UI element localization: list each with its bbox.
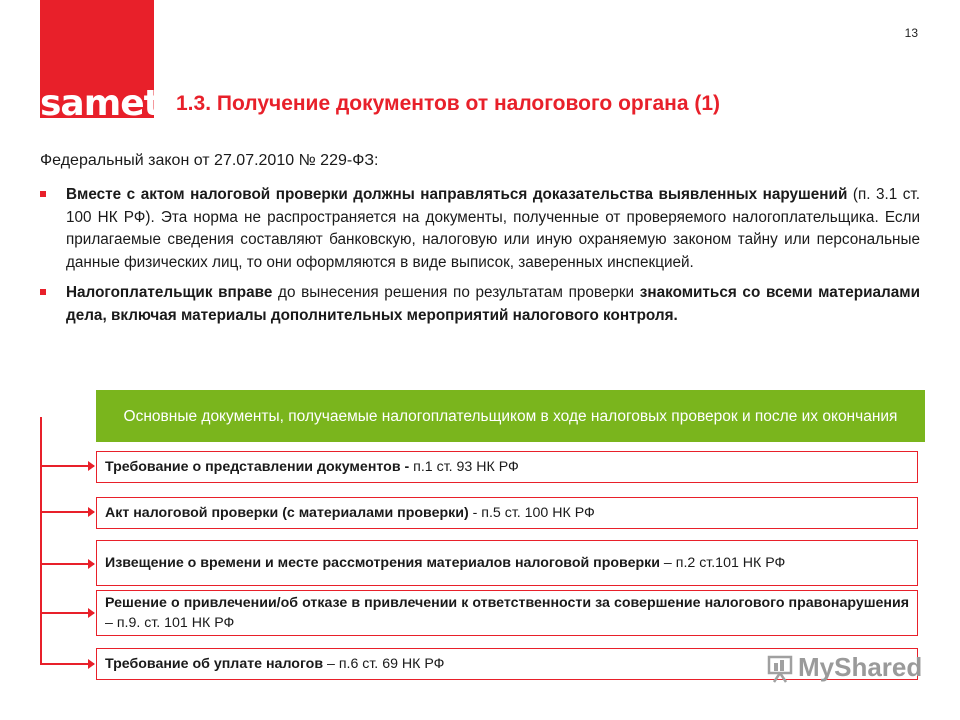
- bullet-item-evidence: [40, 184, 920, 274]
- connector-arrow: [40, 511, 94, 513]
- connector-arrow: [40, 465, 94, 467]
- document-reference: – п.9. ст. 101 НК РФ: [105, 615, 235, 631]
- bullet-text: (п. 3.1 ст. 100 НК РФ). Эта норма не распространяется на документы, полученные от проверяемого налогоплательщика. Если прилагаемые сведения составляют банковскую, налоговую или иную охраняемую законом тайну или персональные данные физических лиц, то они оформляются в виде выписок, заверенных инспекцией.: [66, 186, 920, 271]
- bullet-bold-text: Налогоплательщик вправе: [66, 284, 273, 301]
- document-title: Требование о представлении документов -: [105, 459, 410, 475]
- document-box-act: [96, 497, 918, 529]
- document-box-notice: [96, 540, 918, 586]
- document-reference: – п.6 ст. 69 НК РФ: [323, 656, 445, 672]
- bullet-square-icon: [40, 191, 46, 197]
- page-number: 13: [904, 26, 918, 40]
- logo-text: sameta: [40, 83, 184, 124]
- document-title: Решение о привлечении/об отказе в привлечении к ответственности за совершение налогового правонарушения: [105, 595, 909, 611]
- watermark: [766, 652, 922, 683]
- presentation-icon: [766, 653, 794, 683]
- diagram-header-text: Основные документы, получаемые налогоплательщиком в ходе налоговых проверок и после их окончания: [123, 407, 898, 425]
- document-title: Требование об уплате налогов: [105, 656, 324, 672]
- document-box-decision: [96, 590, 918, 636]
- bullet-bold-text: знакомиться со всеми материалами дела, включая материалы дополнительных мероприятий налогового контроля.: [66, 284, 920, 324]
- document-title: Извещение о времени и месте рассмотрения материалов налоговой проверки: [105, 555, 660, 571]
- logo-block: [40, 0, 184, 124]
- document-box-request: [96, 451, 918, 483]
- document-title: Акт налоговой проверки (с материалами проверки): [105, 505, 469, 521]
- document-reference: - п.5 ст. 100 НК РФ: [468, 505, 595, 521]
- bullet-list: [40, 184, 920, 335]
- law-heading: Федеральный закон от 27.07.2010 № 229-ФЗ:: [40, 152, 379, 169]
- bullet-square-icon: [40, 289, 46, 295]
- document-reference: – п.2 ст.101 НК РФ: [659, 555, 786, 571]
- connector-arrow: [40, 612, 94, 614]
- diagram-header: [96, 390, 925, 442]
- diagram-bracket-line: [40, 417, 42, 665]
- watermark-text: MyShared: [798, 652, 923, 682]
- bullet-text: до вынесения решения по результатам проверки: [272, 284, 640, 301]
- bullet-bold-text: Вместе с актом налоговой проверки должны направляться доказательства выявленных нарушений: [66, 186, 848, 203]
- document-reference: п.1 ст. 93 НК РФ: [409, 459, 519, 475]
- connector-arrow: [40, 563, 94, 565]
- connector-arrow: [40, 663, 94, 665]
- bullet-item-rights: [40, 282, 920, 327]
- slide-title: 1.3. Получение документов от налогового органа (1): [176, 92, 721, 115]
